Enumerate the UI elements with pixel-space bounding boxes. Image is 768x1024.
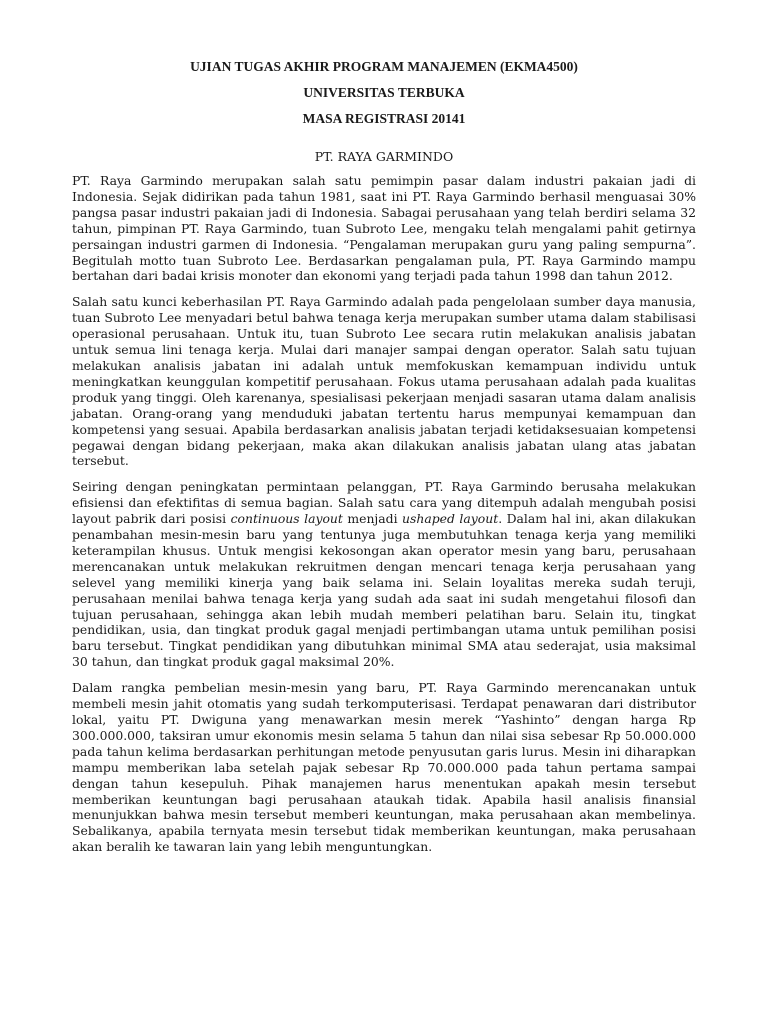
paragraph-3-text-c: . Dalam hal ini, akan dilakukan penambahan mesin-mesin baru yang tentunya juga membutuhkan tenaga kerja yang memiliki keterampilan khusus. Untuk mengisi kekosongan akan operator mesin yang baru, perusahaan merencanakan untuk melakukan rekruitmen dengan mencari tenaga kerja perusahaan yang selevel yang memiliki kinerja yang baik selama ini. Selain loyalitas mereka sudah teruji, perusahaan menilai bahwa tenaga kerja yang sudah ada saat ini sudah mengetahui filosofi dan tujuan perusahaan, sehingga akan lebih mudah memberi pelatihan baru. Selain itu, tingkat pendidikan, usia, dan tingkat produk gagal menjadi pertimbangan utama untuk pemilihan posisi baru tersebut. Tingkat pendidikan yang dibutuhkan minimal SMA atau sederajat, usia maksimal 30 tahun, dan tingkat produk gagal maksimal 20%. [72,511,696,670]
continuous-layout-term: continuous layout [230,511,343,527]
exam-title: UJIAN TUGAS AKHIR PROGRAM MANAJEMEN (EKMA4500) [190,59,578,74]
paragraph-3 [72,479,696,670]
paragraph-2: Salah satu kunci keberhasilan PT. Raya Garmindo adalah pada pengelolaan sumber daya manusia, tuan Subroto Lee menyadari betul bahwa tenaga kerja merupakan sumber utama dalam stabilisasi operasional perusahaan. Untuk itu, tuan Subroto Lee secara rutin melakukan analisis jabatan untuk semua lini tenaga kerja. Mulai dari manajer sampai dengan operator. Salah satu tujuan melakukan analisis jabatan ini adalah untuk memfokuskan kemampuan individu untuk meningkatkan keunggulan kompetitif perusahaan. Fokus utama perusahaan adalah pada kualitas produk yang tinggi. Oleh karenanya, spesialisasi pekerjaan menjadi sasaran utama dalam analisis jabatan. Orang-orang yang menduduki jabatan tertentu harus mempunyai kemampuan dan kompetensi yang sesuai. Apabila berdasarkan analisis jabatan terjadi ketidaksesuaian kompetensi pegawai dengan bidang pekerjaan, maka akan dilakukan analisis jabatan ulang atas jabatan tersebut. [72,294,696,469]
registration-period: MASA REGISTRASI 20141 [302,111,466,126]
paragraph-1: PT. Raya Garmindo merupakan salah satu pemimpin pasar dalam industri pakaian jadi di Indonesia. Sejak didirikan pada tahun 1981, saat ini PT. Raya Garmindo berhasil menguasai 30% pangsa pasar industri pakaian jadi di Indonesia. Sabagai perusahaan yang telah berdiri selama 32 tahun, pimpinan PT. Raya Garmindo, tuan Subroto Lee, mengaku telah mengalami pahit getirnya persaingan industri garmen di Indonesia. “Pengalaman merupakan guru yang paling sempurna”. Begitulah motto tuan Subroto Lee. Berdasarkan pengalaman pula, PT. Raya Garmindo mampu bertahan dari badai krisis monoter dan ekonomi yang terjadi pada tahun 1998 dan tahun 2012. [72,173,696,284]
university-name: UNIVERSITAS TERBUKA [303,85,465,100]
document-page [72,58,696,865]
paragraph-4: Dalam rangka pembelian mesin-mesin yang baru, PT. Raya Garmindo merencanakan untuk membeli mesin jahit otomatis yang sudah terkomputerisasi. Terdapat penawaran dari distributor lokal, yaitu PT. Dwiguna yang menawarkan mesin merek “Yashinto” dengan harga Rp 300.000.000, taksiran umur ekonomis mesin selama 5 tahun dan nilai sisa sebesar Rp 50.000.000 pada tahun kelima berdasarkan perhitungan metode penyusutan garis lurus. Mesin ini diharapkan mampu memberikan laba setelah pajak sebesar Rp 70.000.000 pada tahun pertama sampai dengan tahun kesepuluh. Pihak manajemen harus menentukan apakah mesin tersebut memberikan keuntungan bagi perusahaan ataukah tidak. Apabila hasil analisis finansial menunjukkan bahwa mesin tersebut memberi keuntungan, maka perusahaan akan membelinya. Sebalikanya, apabila ternyata mesin tersebut tidak memberikan keuntungan, maka perusahaan akan beralih ke tawaran lain yang lebih menguntungkan. [72,680,696,855]
paragraph-3-text-a: Seiring dengan peningkatan permintaan pelanggan, PT. Raya Garmindo berusaha melakukan efisiensi dan efektifitas di semua bagian. Salah satu cara yang ditempuh adalah mengubah posisi layout pabrik dari posisi [72,479,696,527]
case-title: PT. RAYA GARMINDO [314,149,454,164]
paragraph-3-text-b: menjadi [342,511,403,527]
ushaped-layout-term: ushaped layout [402,511,499,527]
